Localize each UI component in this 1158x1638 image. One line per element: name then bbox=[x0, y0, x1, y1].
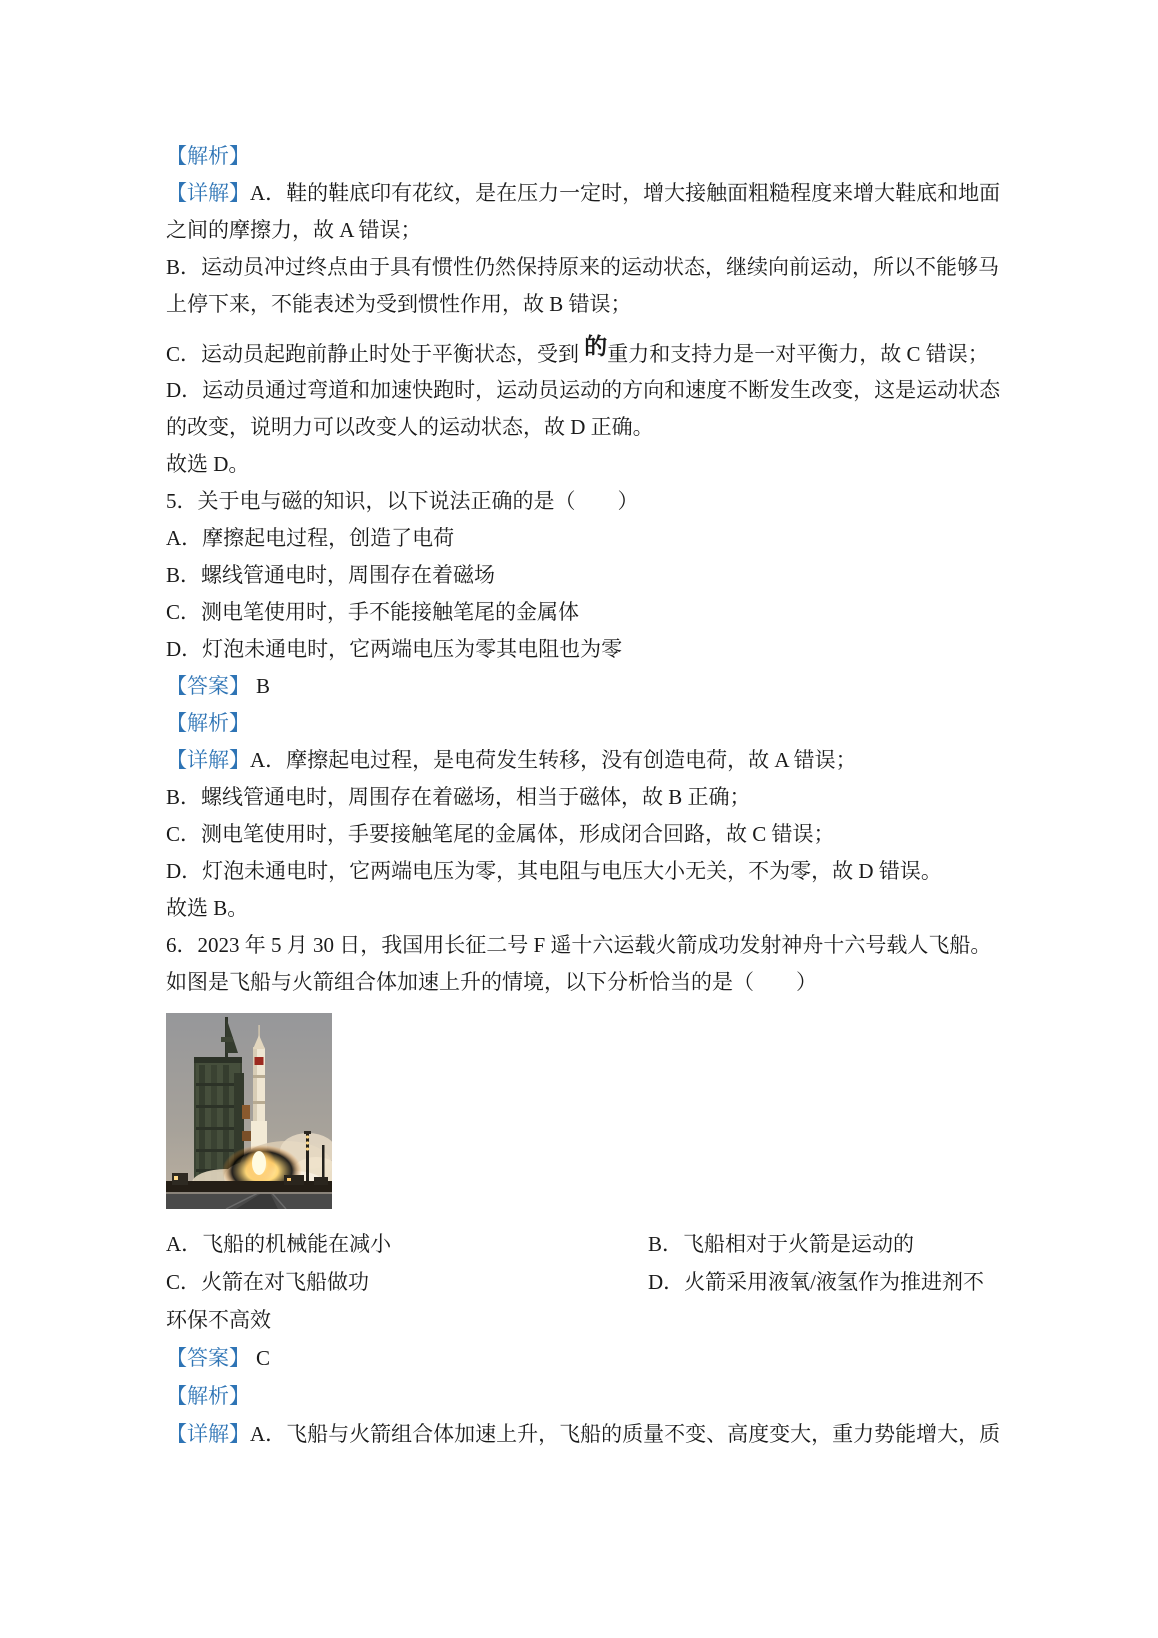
question-6-stem-line-2 bbox=[166, 964, 1006, 1001]
detail-line bbox=[166, 212, 1006, 249]
line-text: A．摩擦起电过程，创造了电荷 bbox=[166, 526, 455, 550]
line-text: B．螺线管通电时，周围存在着磁场 bbox=[166, 563, 496, 587]
answer-letter: B bbox=[256, 674, 271, 698]
question-5-stem bbox=[166, 483, 1006, 520]
detail-line bbox=[166, 853, 1006, 890]
question-6-option-a: A．飞船的机械能在减小 bbox=[166, 1232, 392, 1256]
detail-line bbox=[166, 742, 1006, 779]
jiexi-label: 【解析】 bbox=[166, 144, 250, 168]
line-text: A．飞船与火箭组合体加速上升，飞船的质量不变、高度变大，重力势能增大，质 bbox=[250, 1422, 1001, 1446]
question-6-option-b: B．飞船相对于火箭是运动的 bbox=[648, 1232, 915, 1256]
line-text: 故选 D。 bbox=[166, 452, 250, 476]
line-text: 6．2023 年 5 月 30 日，我国用长征二号 F 遥十六运载火箭成功发射神舟十六号载人飞船。 bbox=[166, 933, 992, 957]
line-text: 环保不高效 bbox=[166, 1308, 271, 1332]
answer-letter: C bbox=[256, 1346, 271, 1370]
line-text-pre: C．运动员起跑前静止时处于平衡状态，受到 bbox=[166, 342, 585, 366]
detail-line bbox=[166, 175, 1006, 212]
analysis-label-line bbox=[166, 1377, 1006, 1415]
xiangjie-label: 【详解】 bbox=[166, 1422, 250, 1446]
line-text: 上停下来，不能表述为受到惯性作用，故 B 错误； bbox=[166, 292, 632, 316]
question-6-options-row-1 bbox=[166, 1225, 1006, 1263]
question-6-option-d: D．火箭采用液氧/液氢作为推进剂不 bbox=[648, 1270, 984, 1294]
raised-bold-char: 的 bbox=[584, 334, 608, 359]
detail-line bbox=[166, 816, 1006, 853]
xiangjie-label: 【详解】 bbox=[166, 181, 250, 205]
detail-line bbox=[166, 249, 1006, 286]
line-text: C．测电笔使用时，手要接触笔尾的金属体，形成闭合回路，故 C 错误； bbox=[166, 822, 835, 846]
question-5-option-b bbox=[166, 557, 1006, 594]
line-text: 如图是飞船与火箭组合体加速上升的情境，以下分析恰当的是（ ） bbox=[166, 970, 817, 994]
chosen-answer-line bbox=[166, 446, 1006, 483]
question-6-option-d-continuation bbox=[166, 1301, 1006, 1339]
line-text-post: 重力和支持力是一对平衡力，故 C 错误； bbox=[607, 342, 989, 366]
analysis-label-line bbox=[166, 138, 1006, 175]
line-text: B．螺线管通电时，周围存在着磁场，相当于磁体，故 B 正确； bbox=[166, 785, 751, 809]
detail-line bbox=[166, 779, 1006, 816]
detail-line bbox=[166, 1415, 1006, 1453]
question-6-options-row-2 bbox=[166, 1263, 1006, 1301]
line-text: 5．关于电与磁的知识，以下说法正确的是（ ） bbox=[166, 489, 639, 513]
rocket-launch-image bbox=[166, 1013, 332, 1209]
question-6-stem-line-1 bbox=[166, 927, 1006, 964]
question-5-option-a bbox=[166, 520, 1006, 557]
question-6-option-c: C．火箭在对飞船做功 bbox=[166, 1270, 370, 1294]
line-text: A．摩擦起电过程，是电荷发生转移，没有创造电荷，故 A 错误； bbox=[250, 748, 857, 772]
line-text: D．灯泡未通电时，它两端电压为零，其电阻与电压大小无关，不为零，故 D 错误。 bbox=[166, 859, 942, 883]
line-text: B．运动员冲过终点由于具有惯性仍然保持原来的运动状态，继续向前运动，所以不能够马 bbox=[166, 255, 1000, 279]
answer-line bbox=[166, 668, 1006, 705]
detail-line bbox=[166, 409, 1006, 446]
daan-label: 【答案】 bbox=[166, 674, 250, 698]
line-text: D．运动员通过弯道和加速快跑时，运动员运动的方向和速度不断发生改变，这是运动状态 bbox=[166, 378, 1001, 402]
question-5-option-d bbox=[166, 631, 1006, 668]
xiangjie-label: 【详解】 bbox=[166, 748, 250, 772]
page-content bbox=[166, 138, 1006, 1453]
line-text: A．鞋的鞋底印有花纹，是在压力一定时，增大接触面粗糙程度来增大鞋底和地面 bbox=[250, 181, 1001, 205]
line-text: 的改变，说明力可以改变人的运动状态，故 D 正确。 bbox=[166, 415, 654, 439]
detail-line-with-raised-char bbox=[166, 335, 1006, 372]
daan-label: 【答案】 bbox=[166, 1346, 250, 1370]
line-text: D．灯泡未通电时，它两端电压为零其电阻也为零 bbox=[166, 637, 623, 661]
jiexi-label: 【解析】 bbox=[166, 1384, 250, 1408]
line-text: C．测电笔使用时，手不能接触笔尾的金属体 bbox=[166, 600, 580, 624]
line-text: 之间的摩擦力，故 A 错误； bbox=[166, 218, 422, 242]
jiexi-label: 【解析】 bbox=[166, 711, 250, 735]
analysis-label-line bbox=[166, 705, 1006, 742]
question-5-option-c bbox=[166, 594, 1006, 631]
detail-line bbox=[166, 372, 1006, 409]
detail-line bbox=[166, 286, 1006, 323]
chosen-answer-line bbox=[166, 890, 1006, 927]
line-text: 故选 B。 bbox=[166, 896, 249, 920]
answer-line bbox=[166, 1339, 1006, 1377]
